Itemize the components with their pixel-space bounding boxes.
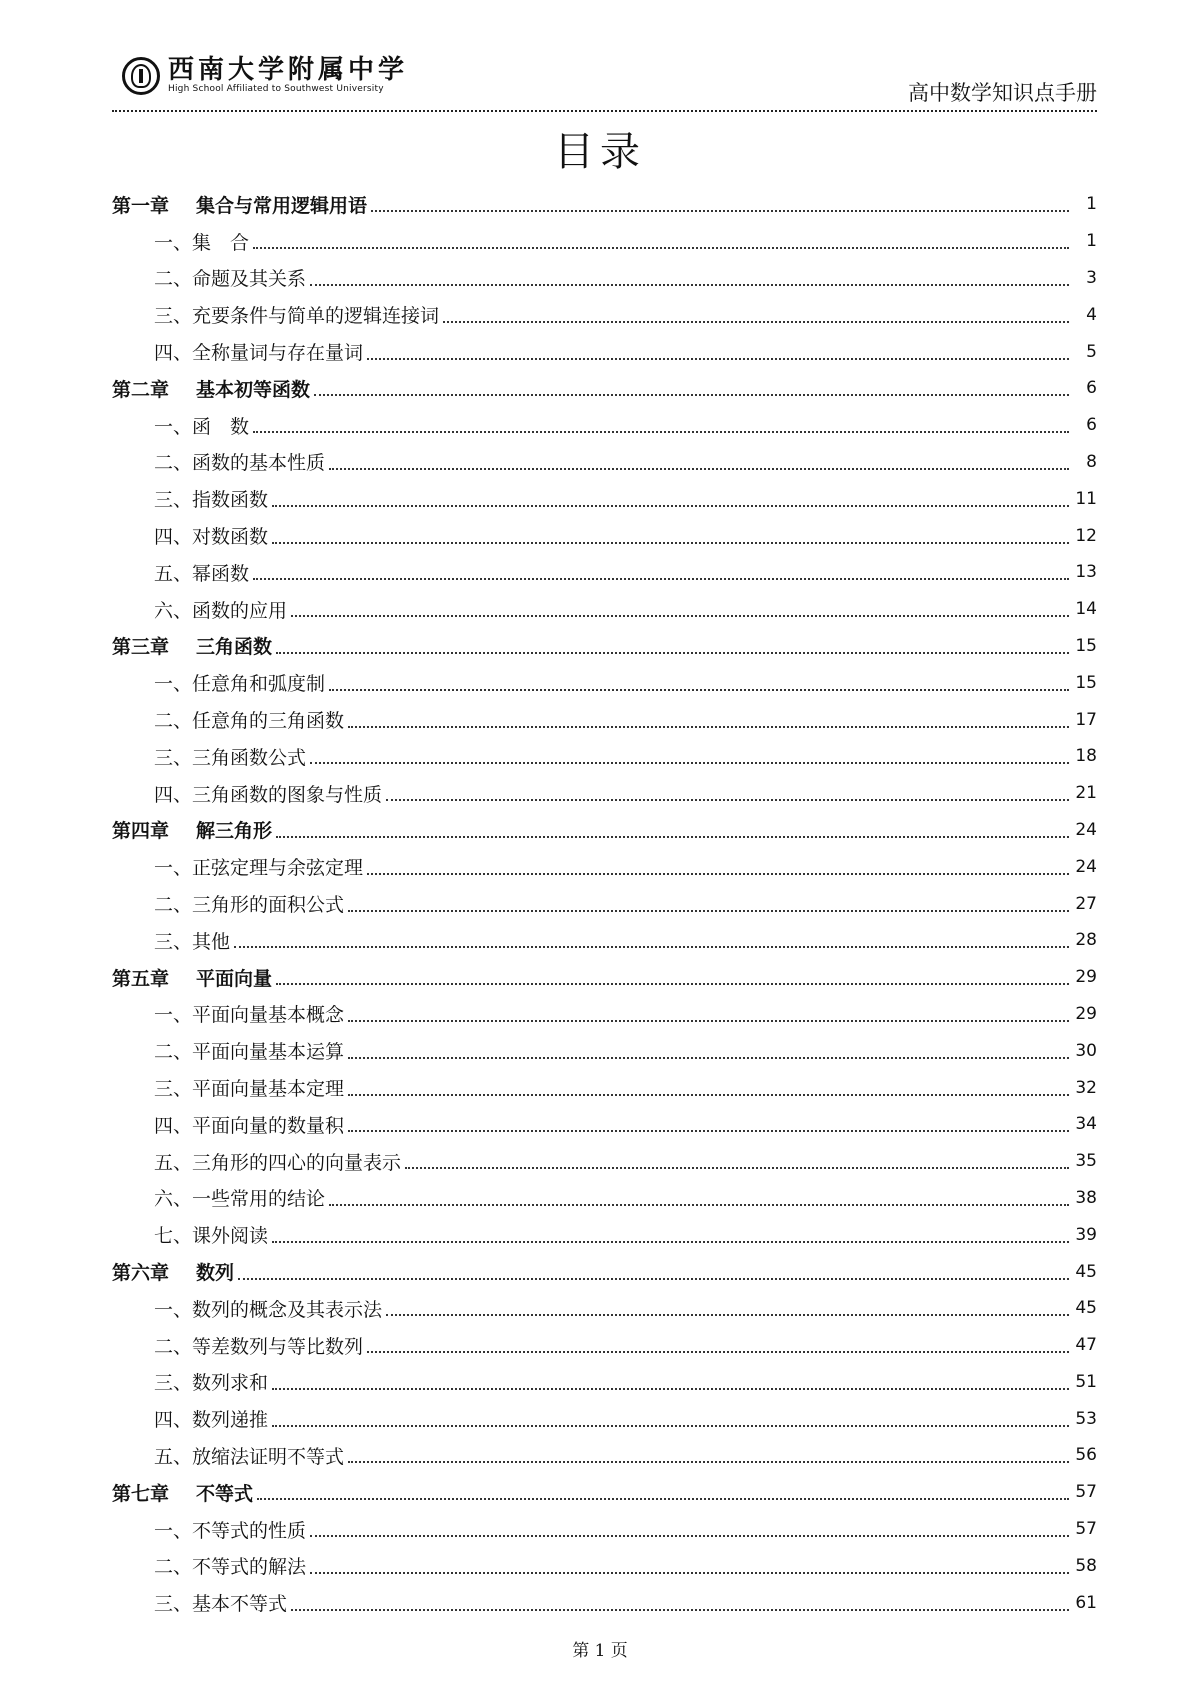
toc-section-entry[interactable] <box>112 1511 1097 1548</box>
toc-page-number: 56 <box>1075 1445 1097 1466</box>
dot-leader <box>253 431 1069 433</box>
toc-entry-title: 一、平面向量基本概念 <box>154 1004 345 1027</box>
toc-entry-title: 三、平面向量基本定理 <box>154 1078 345 1101</box>
dot-leader <box>310 1572 1069 1574</box>
toc-chapter-label: 第七章 <box>112 1482 170 1505</box>
toc-page-number: 6 <box>1086 415 1097 436</box>
toc-section-entry[interactable] <box>112 260 1097 297</box>
toc-page-number: 30 <box>1075 1040 1097 1061</box>
toc-entry-title: 六、一些常用的结论 <box>154 1188 326 1211</box>
toc-section-entry[interactable] <box>112 922 1097 959</box>
toc-page-number: 24 <box>1075 819 1097 840</box>
dot-leader <box>276 652 1069 654</box>
toc-entry-title: 三、三角函数公式 <box>154 746 307 769</box>
toc-section-entry[interactable] <box>112 1069 1097 1106</box>
dot-leader <box>272 542 1069 544</box>
toc-entry-title: 二、三角形的面积公式 <box>154 894 345 917</box>
toc-page-number: 21 <box>1075 783 1097 804</box>
dot-leader <box>367 358 1069 360</box>
toc-section-entry[interactable] <box>112 1180 1097 1217</box>
toc-entry-title: 二、不等式的解法 <box>154 1556 307 1579</box>
toc-page-number: 5 <box>1086 341 1097 362</box>
toc-page-number: 27 <box>1075 893 1097 914</box>
toc-section-entry[interactable] <box>112 885 1097 922</box>
toc-section-entry[interactable] <box>112 775 1097 812</box>
toc-page-number: 3 <box>1086 267 1097 288</box>
toc-chapter-label: 第二章 <box>112 378 170 401</box>
toc-page-number: 58 <box>1075 1555 1097 1576</box>
toc-page-number: 18 <box>1075 746 1097 767</box>
toc-entry-title: 五、三角形的四心的向量表示 <box>154 1151 402 1174</box>
toc-entry-title: 四、平面向量的数量积 <box>154 1114 345 1137</box>
toc-entry-title: 七、课外阅读 <box>154 1225 269 1248</box>
dot-leader <box>234 946 1069 948</box>
toc-entry-title: 三角函数 <box>196 636 273 659</box>
toc-chapter-entry[interactable] <box>112 959 1097 996</box>
dot-leader <box>272 505 1069 507</box>
toc-section-entry[interactable] <box>112 1327 1097 1364</box>
toc-section-entry[interactable] <box>112 480 1097 517</box>
toc-section-entry[interactable] <box>112 333 1097 370</box>
dot-leader <box>348 1461 1069 1463</box>
toc-page-number: 1 <box>1086 194 1097 215</box>
toc-chapter-entry[interactable] <box>112 186 1097 223</box>
toc-entry-title: 数列 <box>196 1262 235 1284</box>
toc-entry-title: 四、数列递推 <box>154 1409 269 1432</box>
toc-entry-title: 二、平面向量基本运算 <box>154 1041 345 1064</box>
toc-page-number: 1 <box>1086 231 1097 252</box>
toc-section-entry[interactable] <box>112 223 1097 260</box>
toc-chapter-label: 第五章 <box>112 967 170 990</box>
toc-entry-title: 三、其他 <box>154 930 231 953</box>
toc-entry-title: 三、数列求和 <box>154 1372 269 1395</box>
dot-leader <box>310 1535 1069 1537</box>
dot-leader <box>253 578 1069 580</box>
toc-page-number: 29 <box>1075 1003 1097 1024</box>
dot-leader <box>291 1609 1069 1611</box>
toc-entry-title: 解三角形 <box>196 820 273 843</box>
dot-leader <box>257 1498 1069 1500</box>
toc-entry-title: 一、集 合 <box>154 231 250 254</box>
toc-page-number: 57 <box>1075 1482 1097 1503</box>
toc-entry-title: 基本初等函数 <box>196 378 311 401</box>
toc-section-entry[interactable] <box>112 554 1097 591</box>
toc-chapter-label: 第四章 <box>112 820 170 843</box>
book-title: 高中数学知识点手册 <box>908 81 1097 105</box>
toc-entry-title: 二、命题及其关系 <box>154 268 307 291</box>
dot-leader <box>348 910 1069 912</box>
toc-section-entry[interactable] <box>112 1437 1097 1474</box>
toc-entry-title: 平面向量 <box>196 967 273 990</box>
toc-page-number: 12 <box>1075 525 1097 546</box>
toc-chapter-entry[interactable] <box>112 1253 1097 1290</box>
dot-leader <box>405 1167 1069 1169</box>
dot-leader <box>314 394 1069 396</box>
toc-entry-title: 二、等差数列与等比数列 <box>154 1335 364 1358</box>
page-header <box>112 50 1097 112</box>
toc-chapter-entry[interactable] <box>112 812 1097 849</box>
toc-page-number: 45 <box>1075 1298 1097 1319</box>
toc-section-entry[interactable] <box>112 701 1097 738</box>
dot-leader <box>329 689 1069 691</box>
toc-page-number: 15 <box>1075 672 1097 693</box>
dot-leader <box>367 873 1069 875</box>
toc-section-entry[interactable] <box>112 591 1097 628</box>
toc-page-number: 4 <box>1086 304 1097 325</box>
toc-page-number: 47 <box>1075 1335 1097 1356</box>
toc-page-number: 28 <box>1075 930 1097 951</box>
toc-entry-title: 二、任意角的三角函数 <box>154 710 345 733</box>
toc-page-number: 51 <box>1075 1371 1097 1392</box>
toc-section-entry[interactable] <box>112 1547 1097 1584</box>
dot-leader <box>253 247 1069 249</box>
toc-chapter-label: 第一章 <box>112 194 170 217</box>
toc-page-number: 29 <box>1075 967 1097 988</box>
dot-leader <box>348 1130 1069 1132</box>
toc-entry-title: 四、三角函数的图象与性质 <box>154 783 383 806</box>
toc-chapter-entry[interactable] <box>112 370 1097 407</box>
toc-section-entry[interactable] <box>112 996 1097 1033</box>
toc-page-number: 53 <box>1075 1408 1097 1429</box>
toc-entry-title: 二、函数的基本性质 <box>154 452 326 475</box>
toc-page-number: 13 <box>1075 562 1097 583</box>
dot-leader <box>348 1020 1069 1022</box>
toc-entry-title: 三、基本不等式 <box>154 1593 288 1616</box>
dot-leader <box>371 210 1069 212</box>
toc-page-number: 6 <box>1086 378 1097 399</box>
dot-leader <box>276 836 1069 838</box>
toc-page-number: 11 <box>1075 488 1097 509</box>
toc-section-entry[interactable] <box>112 848 1097 885</box>
toc-entry-title: 六、函数的应用 <box>154 599 288 622</box>
toc-section-entry[interactable] <box>112 738 1097 775</box>
dot-leader <box>272 1388 1069 1390</box>
header-divider <box>112 110 1097 112</box>
toc-entry-title: 一、函 数 <box>154 415 250 438</box>
dot-leader <box>386 1314 1069 1316</box>
toc-entry-title: 五、放缩法证明不等式 <box>154 1445 345 1468</box>
toc-page-number: 8 <box>1086 451 1097 472</box>
toc-entry-title: 三、充要条件与简单的逻辑连接词 <box>154 305 440 328</box>
table-of-contents <box>112 186 1097 1621</box>
toc-chapter-label: 第六章 <box>112 1262 170 1284</box>
dot-leader <box>310 284 1069 286</box>
toc-section-entry[interactable] <box>112 1584 1097 1621</box>
toc-page-number: 32 <box>1075 1077 1097 1098</box>
toc-page-number: 24 <box>1075 856 1097 877</box>
toc-section-entry[interactable] <box>112 444 1097 481</box>
school-name-english: High School Affiliated to Southwest University <box>168 84 384 94</box>
toc-page-number: 17 <box>1075 709 1097 730</box>
school-name <box>168 56 408 95</box>
toc-entry-title: 一、任意角和弧度制 <box>154 673 326 696</box>
toc-section-entry[interactable] <box>112 1216 1097 1253</box>
toc-page-number: 34 <box>1075 1114 1097 1135</box>
toc-page-number: 39 <box>1075 1224 1097 1245</box>
toc-entry-title: 集合与常用逻辑用语 <box>196 194 368 217</box>
toc-page-number: 61 <box>1075 1592 1097 1613</box>
page-number: 第 1 页 <box>572 1641 628 1661</box>
toc-section-entry[interactable] <box>112 517 1097 554</box>
toc-page-number: 38 <box>1075 1187 1097 1208</box>
toc-section-entry[interactable] <box>112 1143 1097 1180</box>
toc-page-number: 35 <box>1075 1151 1097 1172</box>
toc-entry-title: 一、数列的概念及其表示法 <box>154 1298 383 1321</box>
toc-chapter-entry[interactable] <box>112 628 1097 665</box>
toc-section-entry[interactable] <box>112 1364 1097 1401</box>
dot-leader <box>329 468 1069 470</box>
toc-page-number: 14 <box>1075 599 1097 620</box>
toc-section-entry[interactable] <box>112 1290 1097 1327</box>
dot-leader <box>272 1241 1069 1243</box>
dot-leader <box>310 762 1069 764</box>
toc-page-number: 57 <box>1075 1519 1097 1540</box>
dot-leader <box>348 726 1069 728</box>
dot-leader <box>272 1425 1069 1427</box>
toc-entry-title: 四、对数函数 <box>154 526 269 549</box>
toc-entry-title: 三、指数函数 <box>154 489 269 512</box>
dot-leader <box>367 1351 1069 1353</box>
toc-page-number: 15 <box>1075 635 1097 656</box>
dot-leader <box>348 1094 1069 1096</box>
toc-entry-title: 不等式 <box>196 1482 254 1505</box>
toc-section-entry[interactable] <box>112 1106 1097 1143</box>
toc-chapter-entry[interactable] <box>112 1474 1097 1511</box>
toc-entry-title: 五、幂函数 <box>154 562 250 585</box>
dot-leader <box>238 1278 1069 1280</box>
dot-leader <box>386 799 1069 801</box>
toc-entry-title: 一、正弦定理与余弦定理 <box>154 857 364 880</box>
toc-section-entry[interactable] <box>112 296 1097 333</box>
toc-section-entry[interactable] <box>112 1400 1097 1437</box>
dot-leader <box>329 1204 1069 1206</box>
toc-chapter-label: 第三章 <box>112 636 170 659</box>
dot-leader <box>291 615 1069 617</box>
toc-page-number: 45 <box>1075 1261 1097 1282</box>
dot-leader <box>348 1057 1069 1059</box>
school-seal-icon <box>122 57 160 95</box>
school-name-chinese: 西南大学附属中学 <box>168 55 409 85</box>
toc-section-entry[interactable] <box>112 407 1097 444</box>
page-title: 目录 <box>554 129 646 175</box>
toc-section-entry[interactable] <box>112 1032 1097 1069</box>
school-logo <box>122 56 408 95</box>
toc-entry-title: 四、全称量词与存在量词 <box>154 342 364 365</box>
toc-entry-title: 一、不等式的性质 <box>154 1519 307 1542</box>
toc-section-entry[interactable] <box>112 664 1097 701</box>
dot-leader <box>276 983 1069 985</box>
dot-leader <box>443 321 1069 323</box>
